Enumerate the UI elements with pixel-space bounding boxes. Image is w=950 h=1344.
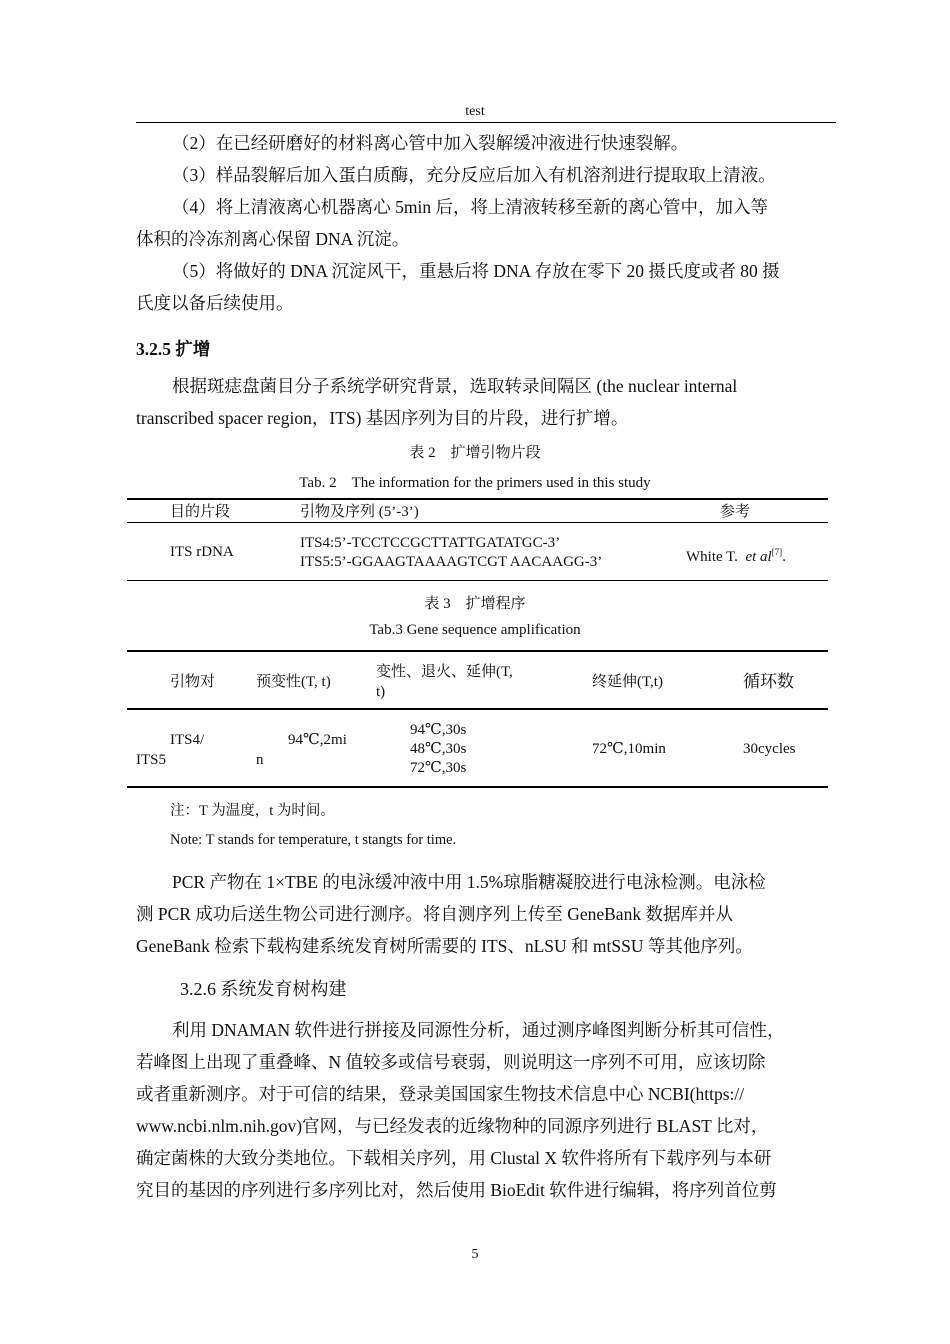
table2-cell-primer1: ITS4:5’-TCCTCCGCTTATTGATATGC-3’ <box>300 535 561 551</box>
table3-caption-cn: 表 3 扩增程序 <box>424 596 526 612</box>
paragraph-step-2: （2）在已经研磨好的材料离心管中加入裂解缓冲液进行快速裂解。 <box>172 133 689 153</box>
table2-caption-cn: 表 2 扩增引物片段 <box>409 445 541 461</box>
table3-cell-pre-line2: n <box>256 752 264 768</box>
table3-cell-pair-line1: ITS4/ <box>170 732 205 748</box>
paragraph-step-5-line1: （5）将做好的 DNA 沉淀风干，重悬后将 DNA 存放在零下 20 摄氏度或者 80 摄 <box>172 261 780 281</box>
pcr-paragraph-line2: 测 PCR 成功后送生物公司进行测序。将自测序列上传至 GeneBank 数据库并从 <box>136 904 733 924</box>
table3-cell-pre-line1: 94℃,2mi <box>288 732 347 748</box>
section-3-2-6-line2: 若峰图上出现了重叠峰、N 值较多或信号衰弱，则说明这一序列不可用，应该切除 <box>136 1052 766 1072</box>
table3-header-predenature: 预变性(T, t) <box>256 674 331 690</box>
page-number: 5 <box>471 1247 479 1262</box>
pcr-paragraph-line1: PCR 产物在 1×TBE 的电泳缓冲液中用 1.5%琼脂糖凝胶进行电泳检测。电泳检 <box>172 872 766 892</box>
table3-cell-cycle-step3: 72℃,30s <box>410 760 467 776</box>
table-note-cn: 注：T 为温度，t 为时间。 <box>170 803 335 819</box>
table3-cell-pair-line2: ITS5 <box>136 752 166 768</box>
table3-header-pair: 引物对 <box>170 674 216 690</box>
table3-top-rule <box>127 650 828 652</box>
paragraph-step-5-line2: 氏度以备后续使用。 <box>136 293 294 313</box>
section-heading-3-2-6: 3.2.6 系统发育树构建 <box>180 979 347 999</box>
paragraph-step-4-line1: （4）将上清液离心机器离心 5min 后，将上清液转移至新的离心管中，加入等 <box>172 197 768 217</box>
table2-cell-primer2: ITS5:5’-GGAAGTAAAAGTCGT AACAAGG-3’ <box>300 554 603 570</box>
reference-citation: [7] <box>771 547 783 557</box>
table3-cell-cycle-step1: 94℃,30s <box>410 722 467 738</box>
running-header: test <box>465 104 485 119</box>
section-3-2-6-line4: www.ncbi.nlm.nih.gov)官网，与已经发表的近缘物种的同源序列进行 BLAST 比对， <box>136 1116 769 1136</box>
section-3-2-6-line6: 究目的基因的序列进行多序列比对，然后使用 BioEdit 软件进行编辑，将序列首位剪 <box>136 1180 777 1200</box>
table2-cell-reference <box>686 543 786 567</box>
table3-header-cycle-line2: t) <box>376 684 386 700</box>
reference-author: White T. <box>686 549 738 565</box>
table2-header-segment: 目的片段 <box>170 504 231 520</box>
section-3-2-6-line5: 确定菌株的大致分类地位。下载相关序列，用 Clustal X 软件将所有下载序列与本研 <box>136 1148 772 1168</box>
section-3-2-5-line2: transcribed spacer region，ITS) 基因序列为目的片段，进行扩增。 <box>136 408 629 428</box>
reference-period: . <box>782 549 786 565</box>
table3-header-cycles: 循环数 <box>743 672 794 691</box>
table3-header-final: 终延伸(T,t) <box>592 674 663 690</box>
table3-header-rule <box>127 708 828 710</box>
table2-cell-segment: ITS rDNA <box>170 544 234 560</box>
header-rule <box>136 122 836 123</box>
pcr-paragraph-line3: GeneBank 检索下载构建系统发育树所需要的 ITS、nLSU 和 mtSSU 等其他序列。 <box>136 936 753 956</box>
table3-cell-cycles: 30cycles <box>743 741 796 757</box>
table-note-en: Note: T stands for temperature, t stangts for time. <box>170 832 457 848</box>
section-3-2-5-line1: 根据斑痣盘菌目分子系统学研究背景，选取转录间隔区 (the nuclear internal <box>172 376 738 396</box>
table2-top-rule <box>127 498 828 500</box>
paragraph-step-3: （3）样品裂解后加入蛋白质酶，充分反应后加入有机溶剂进行提取取上清液。 <box>172 165 776 185</box>
table2-header-rule <box>127 522 828 523</box>
table2-header-primer: 引物及序列 (5’-3’) <box>300 504 419 520</box>
table2-bottom-rule <box>127 580 828 581</box>
table2-header-reference: 参考 <box>720 504 751 520</box>
table3-cell-final: 72℃,10min <box>592 741 666 757</box>
section-3-2-6-line3: 或者重新测序。对于可信的结果，登录美国国家生物技术信息中心 NCBI(https:// <box>136 1084 745 1104</box>
table3-caption-en: Tab.3 Gene sequence amplification <box>369 622 581 638</box>
table3-bottom-rule <box>127 786 828 788</box>
table3-cell-cycle-step2: 48℃,30s <box>410 741 467 757</box>
section-3-2-6-line1: 利用 DNAMAN 软件进行拼接及同源性分析，通过测序峰图判断分析其可信性， <box>172 1020 785 1040</box>
table3-header-cycle-line1: 变性、退火、延伸(T, <box>376 664 513 680</box>
reference-etal: et al <box>745 549 772 565</box>
table2-caption-en: Tab. 2 The information for the primers used in this study <box>299 475 651 491</box>
section-heading-3-2-5: 3.2.5 扩增 <box>136 339 211 359</box>
paragraph-step-4-line2: 体积的冷冻剂离心保留 DNA 沉淀。 <box>136 229 410 249</box>
